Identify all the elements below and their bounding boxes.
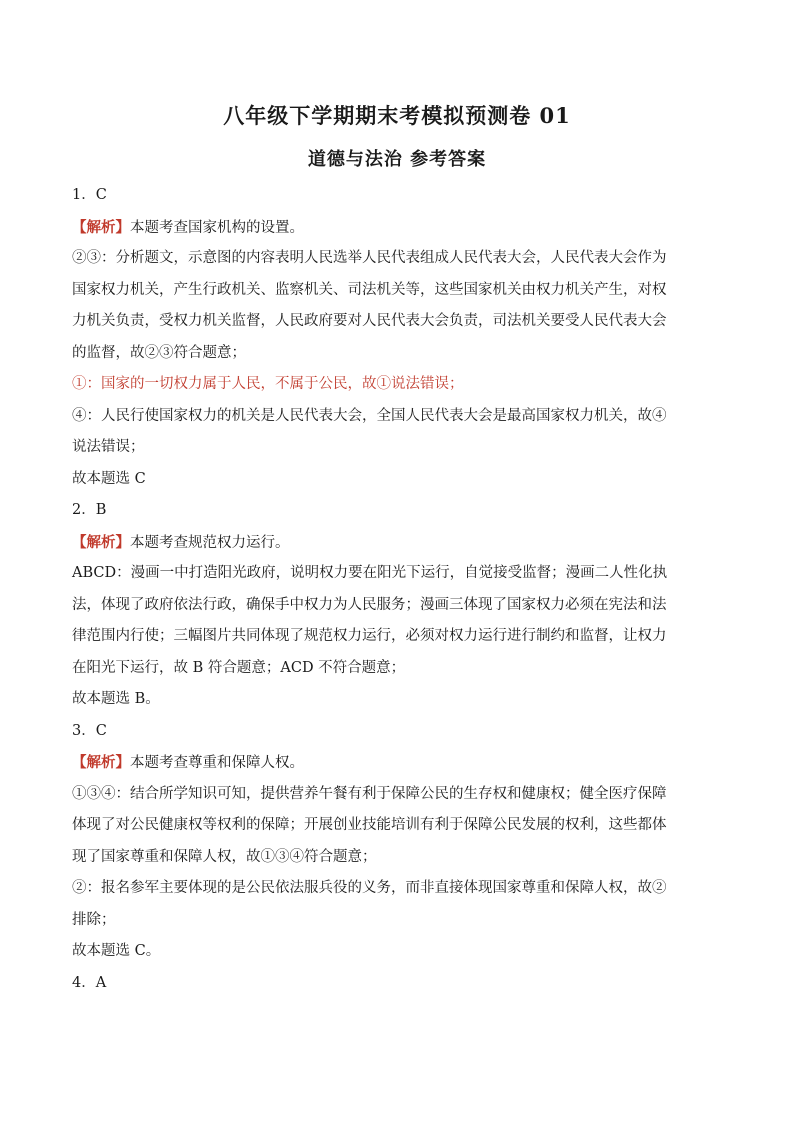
explanation-line: ②：报名参军主要体现的是公民依法服兵役的义务，而非直接体现国家尊重和保障人权，故② — [72, 880, 667, 896]
analysis-line — [72, 212, 724, 244]
explanation-line: 力机关负责，受权力机关监督，人民政府要对人民代表大会负责，司法机关要受人民代表大会 — [72, 313, 667, 329]
question-number: 1．C — [72, 187, 107, 203]
explanation-line: 排除； — [72, 911, 116, 928]
conclusion-line: 故本题选 B。 — [72, 691, 160, 707]
explanation-line: ④：人民行使国家权力的机关是人民代表大会，全国人民代表大会是最高国家权力机关，故④ — [72, 407, 667, 424]
analysis-topic: 本题考查规范权力运行。 — [130, 534, 290, 551]
explanation-line: 说法错误； — [72, 439, 145, 455]
analysis-topic: 本题考查尊重和保障人权。 — [130, 755, 304, 771]
answer-content — [72, 180, 724, 999]
analysis-line — [72, 527, 724, 559]
explanation-line: 国家权力机关，产生行政机关、监察机关、司法机关等，这些国家机关由权力机关产生，对权 — [72, 281, 667, 298]
explanation-line: 的监督，故②③符合题意； — [72, 344, 246, 361]
conclusion-line: 故本题选 C — [72, 470, 146, 487]
analysis-line — [72, 747, 724, 779]
explanation-line: 律范围内行使；三幅图片共同体现了规范权力运行，必须对权力运行进行制约和监督，让权力 — [72, 628, 667, 644]
question-number: 3．C — [72, 722, 107, 739]
analysis-tag: 【解析】 — [72, 218, 130, 236]
question-number: 4．A — [72, 974, 107, 991]
question-number: 2．B — [72, 502, 107, 518]
explanation-line: ②③：分析题文，示意图的内容表明人民选举人民代表组成人民代表大会，人民代表大会作为 — [72, 250, 667, 266]
analysis-topic: 本题考查国家机构的设置。 — [130, 219, 304, 236]
explanation-line: 法，体现了政府依法行政，确保手中权力为人民服务；漫画三体现了国家权力必须在宪法和法 — [72, 596, 667, 613]
page-subtitle: 道德与法治 参考答案 — [307, 149, 487, 170]
explanation-line: 体现了对公民健康权等权利的保障；开展创业技能培训有利于保障公民发展的权利，这些都体 — [72, 817, 667, 833]
analysis-tag: 【解析】 — [72, 754, 130, 771]
analysis-tag: 【解析】 — [72, 533, 130, 551]
explanation-line: 在阳光下运行，故 B 符合题意；ACD 不符合题意； — [72, 659, 406, 676]
page-title: 八年级下学期期末考模拟预测卷 01 — [223, 103, 571, 128]
explanation-line: ABCD：漫画一中打造阳光政府，说明权力要在阳光下运行，自觉接受监督；漫画二人性化执 — [72, 565, 668, 581]
conclusion-line: 故本题选 C。 — [72, 943, 161, 959]
explanation-line: ①：国家的一切权力属于人民，不属于公民，故①说法错误； — [72, 376, 464, 392]
explanation-line: ①③④：结合所学知识可知，提供营养午餐有利于保障公民的生存权和健康权；健全医疗保障 — [72, 785, 667, 802]
explanation-line: 现了国家尊重和保障人权，故①③④符合题意； — [72, 848, 377, 865]
